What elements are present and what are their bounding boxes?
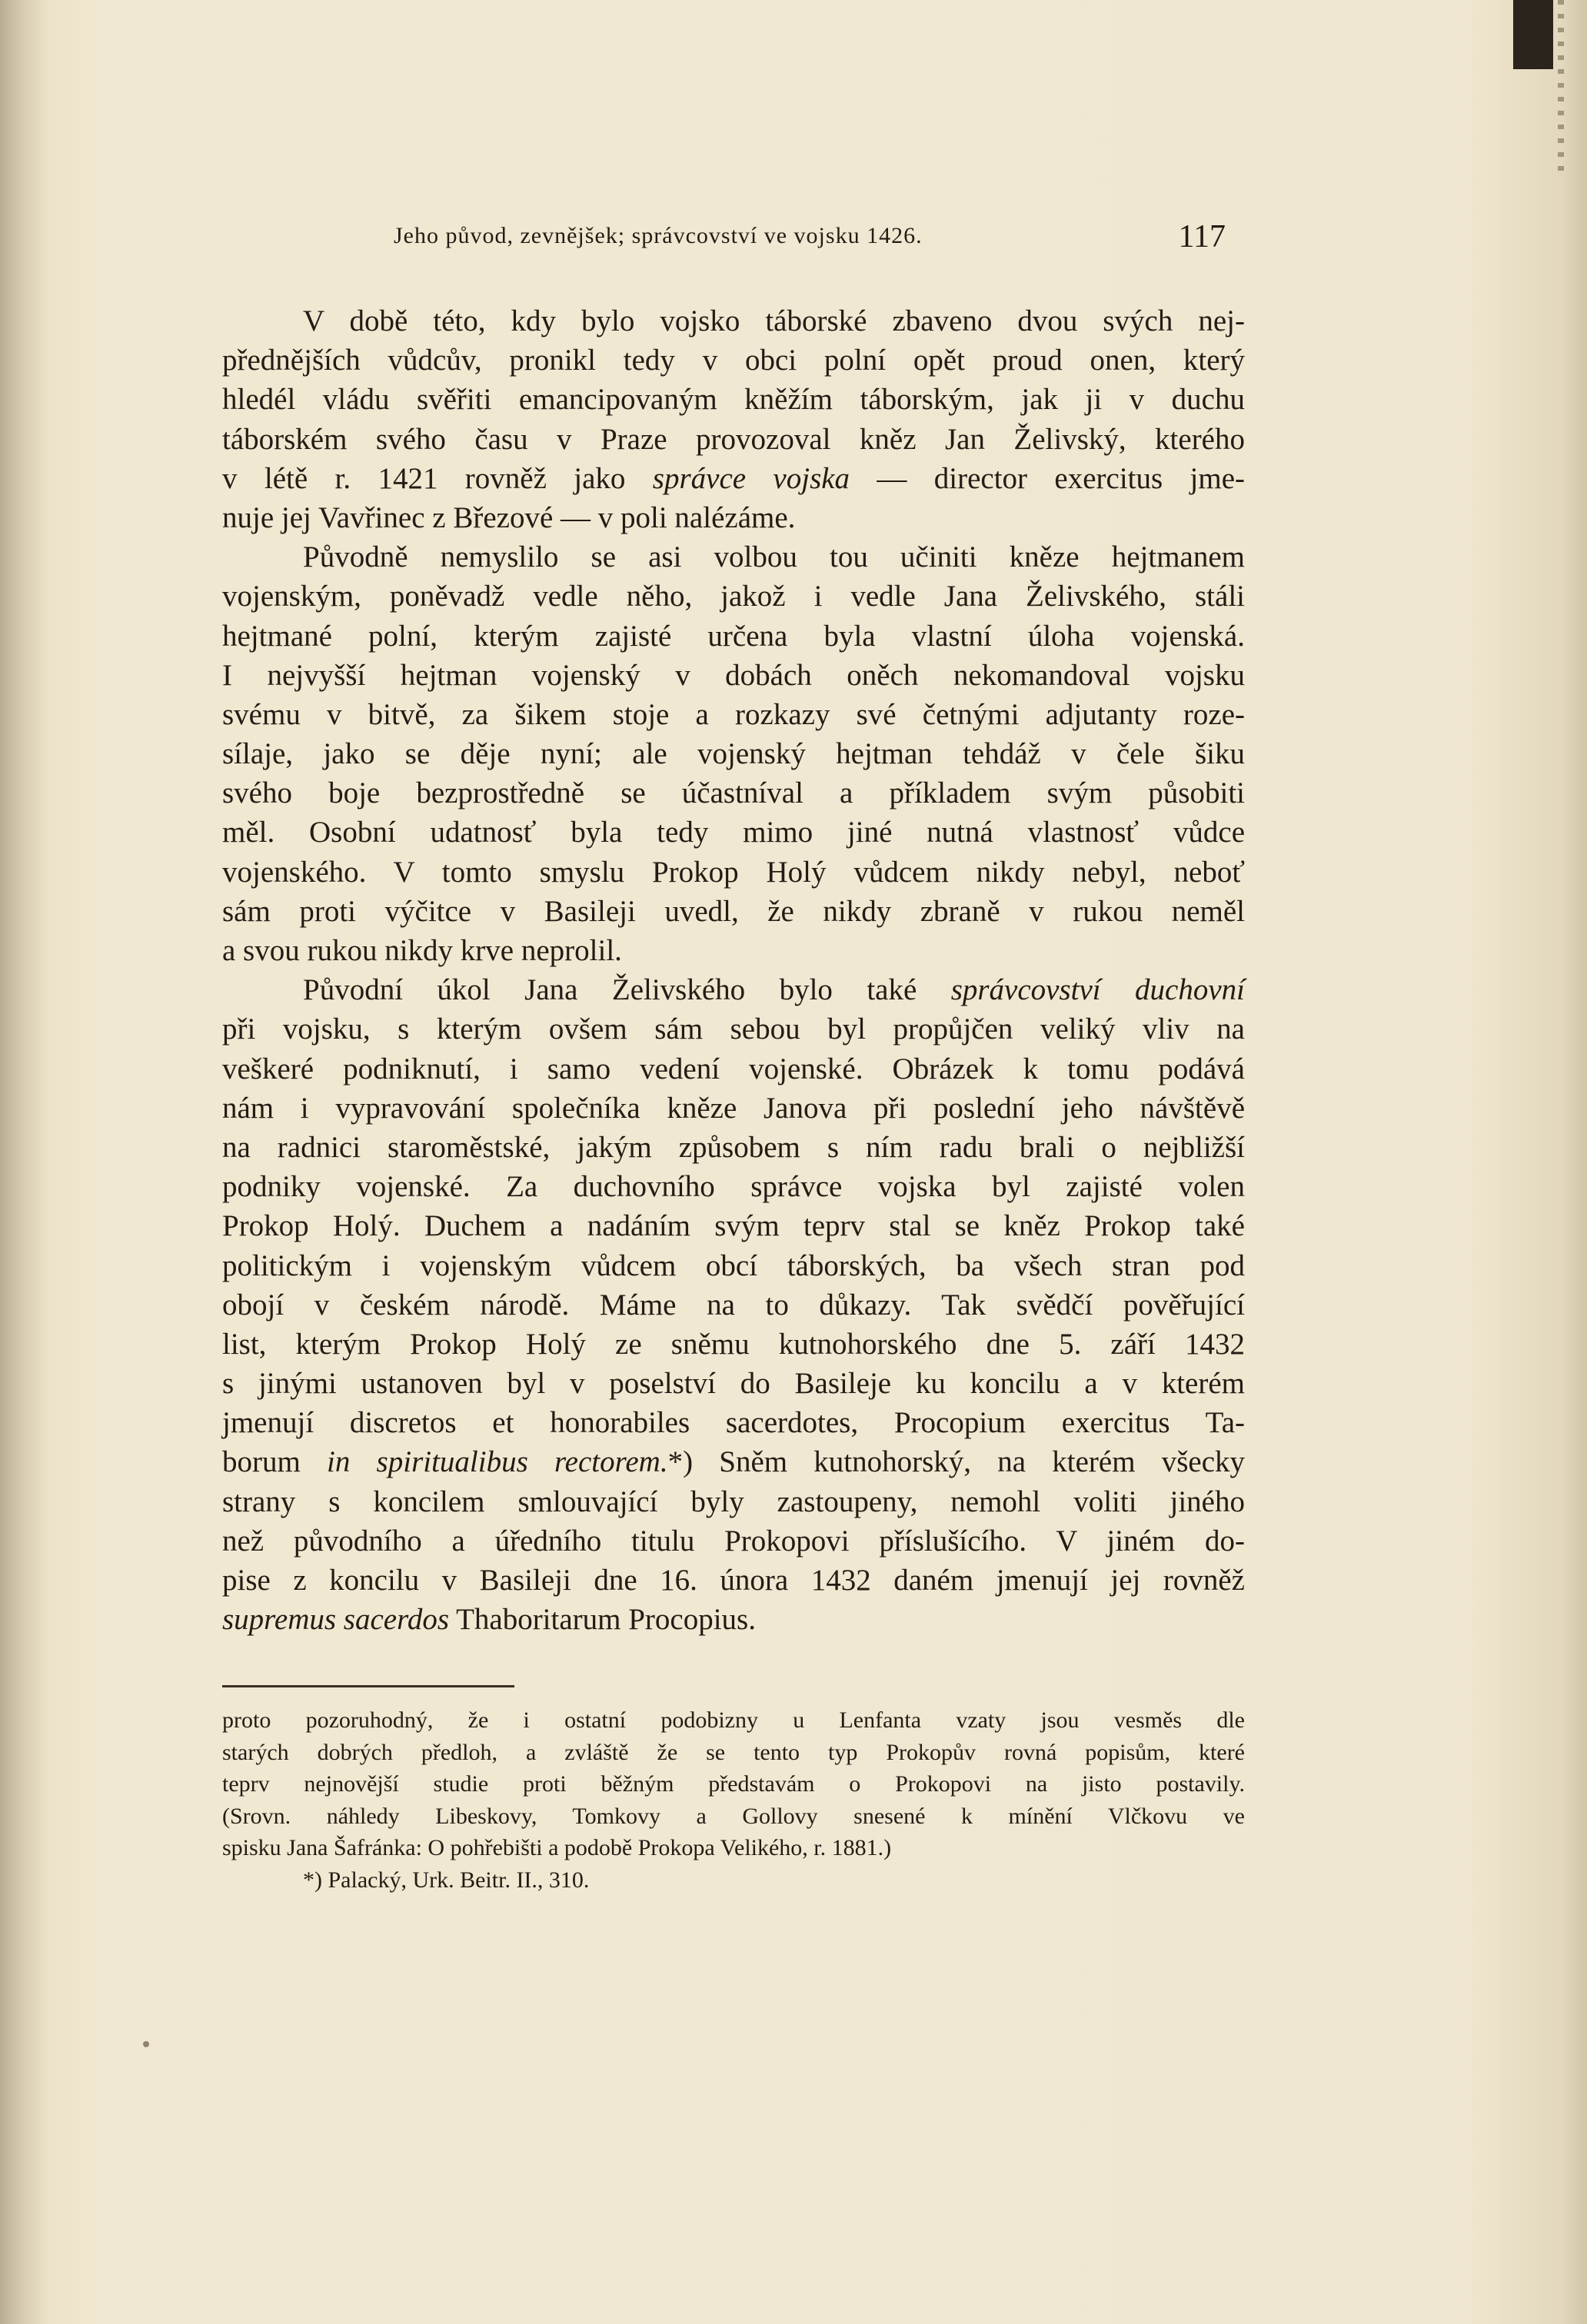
footnote-line: (Srovn. náhledy Libeskovy, Tomkovy a Gollovy snesené k mínění Vlčkovu ve — [222, 1803, 1245, 1829]
footnote-line: *) Palacký, Urk. Beitr. II., 310. — [303, 1867, 590, 1893]
text-line: sám proti výčitce v Basileji uvedl, že nikdy zbraně v rukou neměl — [222, 894, 1245, 928]
text-segment: v létě r. 1421 rovněž jako — [222, 461, 626, 495]
running-head: Jeho původ, zevnějšek; správcovství ve vojsku 1426. — [394, 223, 923, 248]
text-line: táborském svého času v Praze provozoval kněz Jan Želivský, kterého — [222, 422, 1245, 456]
page-number: 117 — [1178, 219, 1226, 254]
text-line: list, kterým Prokop Holý ze sněmu kutnohorského dne 5. září 1432 — [222, 1327, 1245, 1361]
text-line: jmenují discretos et honorabiles sacerdotes, Procopium exercitus Ta- — [222, 1406, 1245, 1440]
text-line: nám i vypravování společníka kněze Janova při poslední jeho návštěvě — [222, 1091, 1245, 1125]
text-line: přednějších vůdcův, pronikl tedy v obci polní opět proud onen, který — [222, 344, 1245, 377]
text-segment: borum — [222, 1445, 301, 1479]
text-line: strany s koncilem smlouvající byly zastoupeny, nemohl voliti jiného — [222, 1485, 1245, 1518]
body-text — [222, 301, 1245, 1639]
text-line: a svou rukou nikdy krve neprolil. — [222, 934, 622, 967]
italic-term: správcovství duchovní — [950, 973, 1245, 1007]
footnote-line: teprv nejnovější studie proti běžným představám o Prokopovi na jisto postavily. — [222, 1771, 1245, 1797]
text-line: vojenským, poněvadž vedle něho, jakož i vedle Jana Želivského, stáli — [222, 580, 1245, 613]
italic-term: správce vojska — [652, 461, 850, 495]
text-line: hledél vládu svěřiti emancipovaným kněžím táborským, jak ji v duchu — [222, 383, 1245, 417]
text-line — [222, 970, 1245, 1009]
footnotes — [222, 1704, 1245, 1896]
text-line: sílaje, jako se děje nyní; ale vojenský hejtman tehdáž v čele šiku — [222, 737, 1245, 771]
page-edge-marks — [1558, 0, 1564, 177]
text-line: na radnici staroměstské, jakým způsobem s ním radu brali o nejbližší — [222, 1130, 1245, 1164]
italic-term: supremus sacerdos — [222, 1603, 450, 1637]
footnote-line: spisku Jana Šafránka: O pohřebišti a podobě Prokopa Velikého, r. 1881.) — [222, 1835, 892, 1860]
page-edge-tab — [1513, 0, 1553, 69]
text-segment: *) Sněm kutnohorský, na kterém všecky — [667, 1445, 1246, 1479]
text-line: měl. Osobní udatnosť byla tedy mimo jiné nutná vlastnosť vůdce — [222, 816, 1245, 849]
text-line: podniky vojenské. Za duchovního správce vojska byl zajisté volen — [222, 1170, 1245, 1204]
text-line: svému v bitvě, za šikem stoje a rozkazy své četnými adjutanty roze- — [222, 697, 1245, 731]
text-line: V době této, kdy bylo vojsko táborské zbaveno dvou svých nej- — [303, 304, 1245, 337]
text-line: pise z koncilu v Basileji dne 16. února 1432 daném jmenují jej rovněž — [222, 1564, 1245, 1597]
text-line — [222, 1442, 1245, 1481]
text-line: Prokop Holý. Duchem a nadáním svým teprv stal se kněz Prokop také — [222, 1209, 1245, 1243]
footnote-line: proto pozoruhodný, že i ostatní podobizny u Lenfanta vzaty jsou vesměs dle — [222, 1707, 1245, 1733]
italic-term: in spiritualibus rectorem. — [327, 1445, 668, 1479]
text-line — [222, 1600, 1245, 1639]
text-line: hejtmané polní, kterým zajisté určena byla vlastní úloha vojenská. — [222, 619, 1245, 653]
footnote-line: starých dobrých předloh, a zvláště že se tento typ Prokopův rovná popisům, které — [222, 1739, 1245, 1765]
text-segment: — director exercitus jme- — [877, 461, 1245, 495]
text-line: obojí v českém národě. Máme na to důkazy. Tak svědčí pověřující — [222, 1288, 1245, 1322]
text-line: vojenského. V tomto smyslu Prokop Holý vůdcem nikdy nebyl, neboť — [222, 855, 1245, 889]
text-line: I nejvyšší hejtman vojenský v dobách oněch nekomandoval vojsku — [222, 658, 1245, 692]
text-line: s jinými ustanoven byl v poselství do Basileje ku koncilu a v kterém — [222, 1367, 1245, 1401]
text-line: Původně nemyslilo se asi volbou tou učiniti kněze hejtmanem — [303, 540, 1245, 574]
text-line: než původního a úředního titulu Prokopovi příslušícího. V jiném do- — [222, 1524, 1245, 1558]
text-line — [222, 459, 1245, 498]
text-line: veškeré podniknutí, i samo vedení vojenské. Obrázek k tomu podává — [222, 1052, 1245, 1086]
text-segment: Původní úkol Jana Želivského bylo také — [303, 973, 917, 1007]
page-gutter-shadow — [0, 0, 48, 2324]
text-line: politickým i vojenským vůdcem obcí táborských, ba všech stran pod — [222, 1248, 1245, 1282]
text-segment: Thaboritarum Procopius. — [456, 1603, 756, 1637]
text-line: při vojsku, s kterým ovšem sám sebou byl propůjčen veliký vliv na — [222, 1012, 1245, 1046]
page-header — [394, 218, 1226, 264]
text-line: nuje jej Vavřinec z Březové — v poli nalézáme. — [222, 500, 796, 534]
text-line: svého boje bezprostředně se účastníval a příkladem svým působiti — [222, 776, 1245, 810]
paper-spot — [143, 2041, 149, 2047]
footnote-rule — [222, 1685, 514, 1687]
